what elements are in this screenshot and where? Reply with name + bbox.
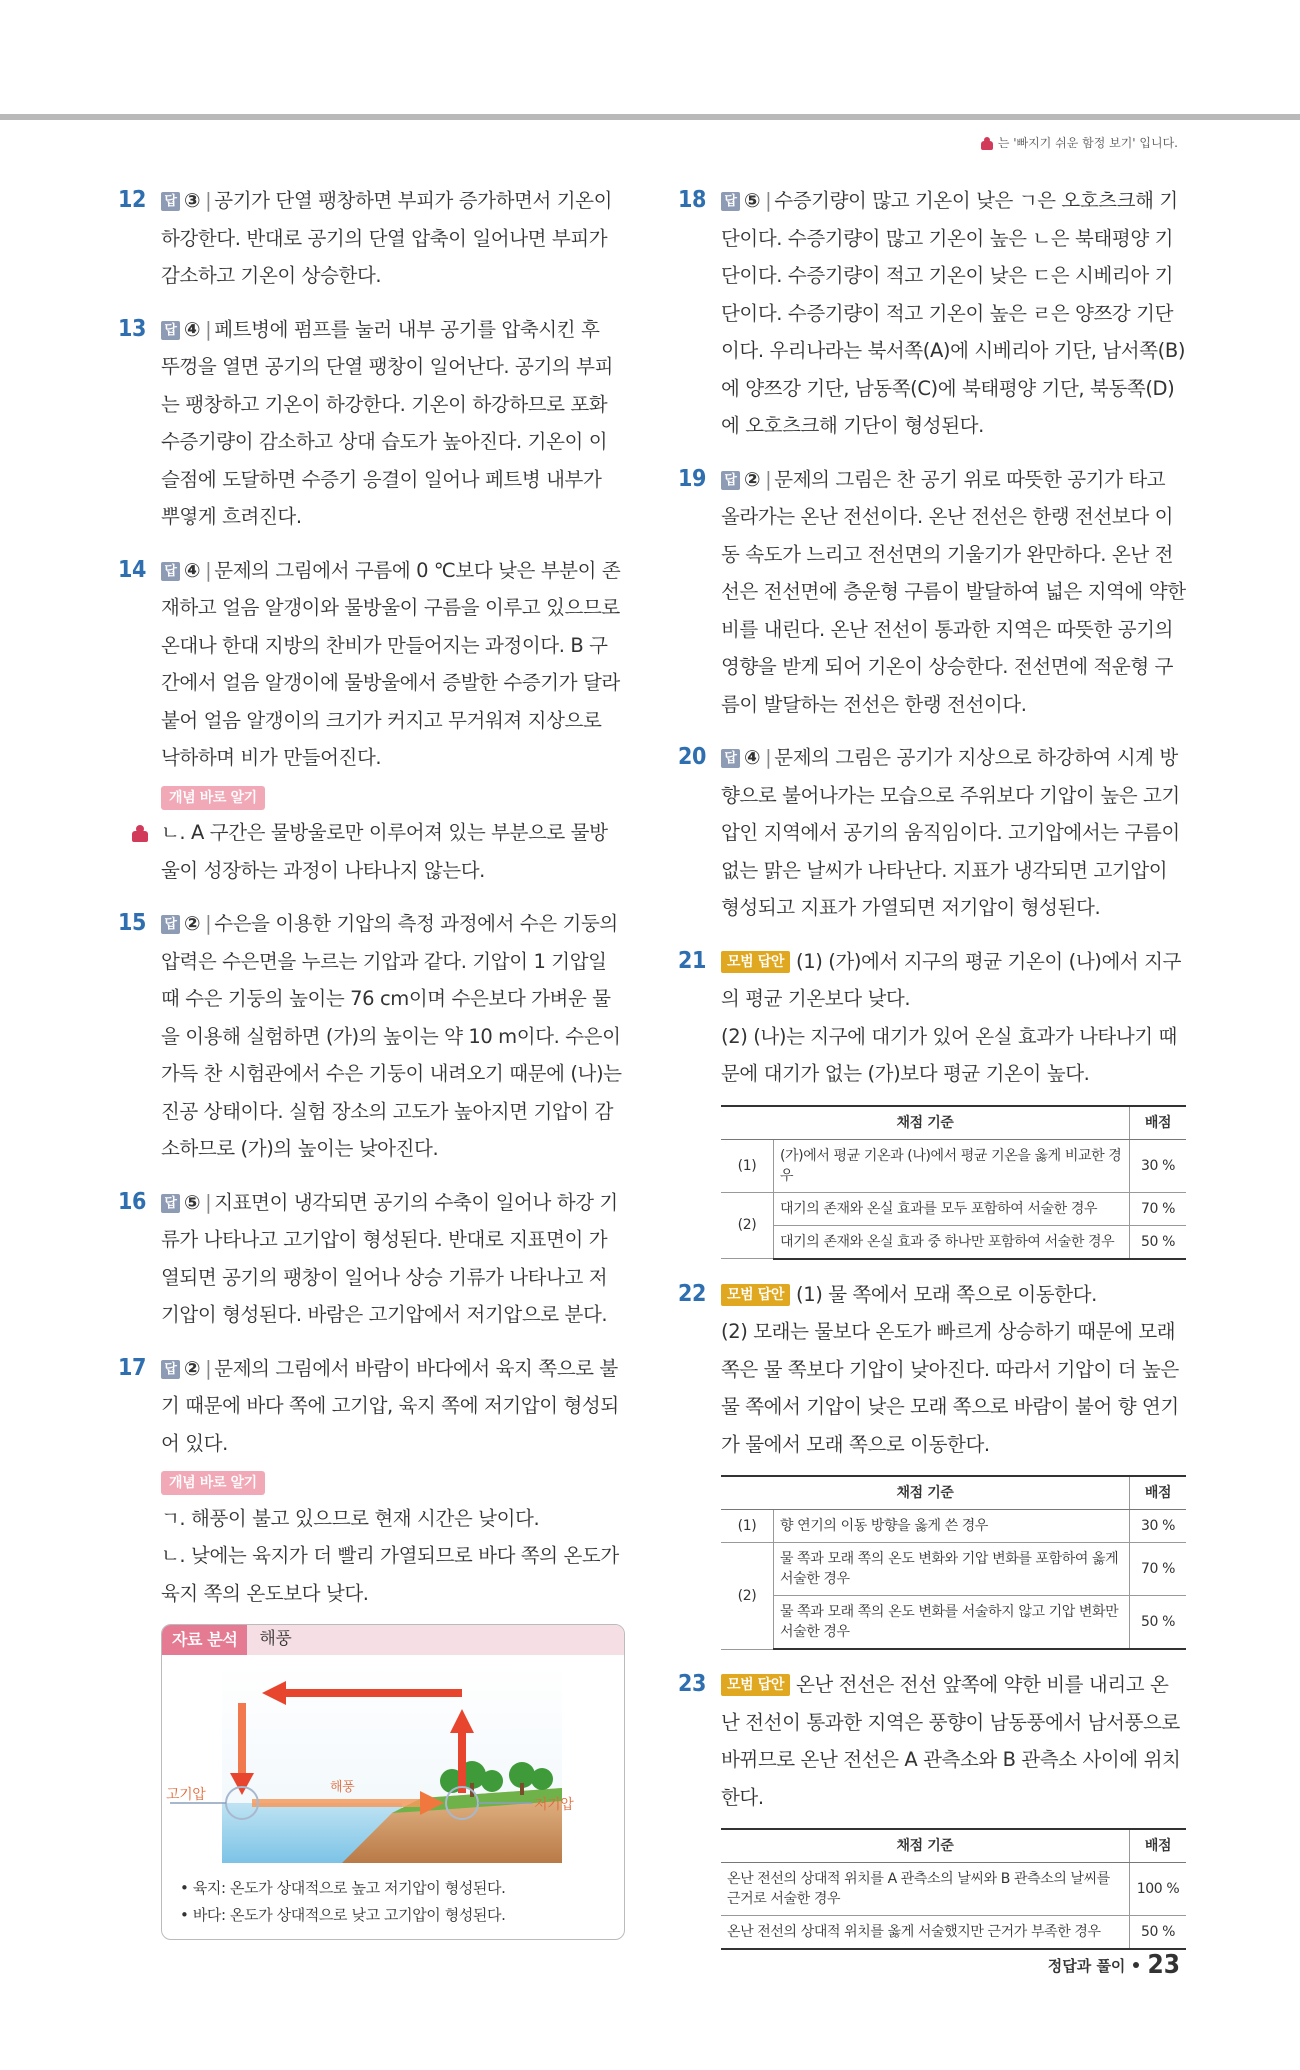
concept-tag: 개념 바로 알기 — [161, 786, 265, 810]
grading-criteria-header: 채점 기준 — [721, 1476, 1130, 1510]
table-row: (2) 대기의 존재와 온실 효과를 모두 포함하여 서술한 경우 70 % — [721, 1192, 1186, 1225]
concept-tag: 개념 바로 알기 — [161, 1471, 265, 1495]
explanation-text: 페트병에 펌프를 눌러 내부 공기를 압축시킨 후 뚜껑을 열면 공기의 단열 팽창이 일어난다. 공기의 부피는 팽창하고 기온이 하강한다. 기온이 하강하므로 포화 수증기량이 감소하고 상대 습도가 높아진다. 기온이 이슬점에 도달하면 수증기 응결이 일어나 페트병 내부가 뿌옇게 흐려진다. — [161, 317, 614, 528]
table-row: 온난 전선의 상대적 위치를 A 관측소의 날씨와 B 관측소의 날씨를 근거로 서술한 경우 100 % — [721, 1863, 1186, 1916]
model-answer-tag: 모범 답안 — [721, 1674, 790, 1696]
grading-score-header: 배점 — [1130, 1106, 1187, 1140]
concept-line-b: ㄴ. 낮에는 육지가 더 빨리 가열되므로 바다 쪽의 온도가 육지 쪽의 온도보다 낮다. — [161, 1544, 619, 1605]
answer-item-15: 15 답 ② | 수은을 이용한 기압의 측정 과정에서 수은 기둥의 압력은 수은면을 누르는 기압과 같다. 기압이 1 기압일 때 수은 기둥의 높이는 76 cm이며 수은보다 가벼운 물을 이용해 실험하면 (가)의 높이는 약 10 m이다. 수은이 가득 찬 시험관에서 수은 기둥이 내려오기 때문에 (나)는 진공 상태이다. 실험 장소의 고도가 높아지면 기압이 감소하므로 (가)의 높이는 낮아진다. — [118, 905, 623, 1168]
answer-mark: 답 — [721, 471, 740, 490]
explanation-text: 문제의 그림은 찬 공기 위로 따뜻한 공기가 타고 올라가는 온난 전선이다. 온난 전선은 한랭 전선보다 이동 속도가 느리고 전선면의 기울기가 완만하다. 온난 전선은 전선면에 층운형 구름이 발달하여 넓은 지역에 약한 비를 내린다. 온난 전선이 통과한 지역은 따뜻한 공기의 영향을 받게 되어 기온이 상승한다. 전선면에 적운형 구름이 발달하는 전선은 한랭 전선이다. — [721, 467, 1186, 716]
concept-line-a: ㄱ. 해풍이 불고 있으므로 현재 시간은 낮이다. — [161, 1506, 540, 1530]
answer-mark: 답 — [721, 192, 740, 211]
answer-item-17: 17 답 ② | 문제의 그림에서 바람이 바다에서 육지 쪽으로 불기 때문에 바다 쪽에 고기압, 육지 쪽에 저기압이 형성되어 있다. 개념 바로 알기 ㄱ. 해풍이 불고 있으므로 현재 시간은 낮이다. ㄴ. 낮에는 육지가 더 빨리 가열되므로 바다 쪽의 온도가 육지 쪽의 온도보다 낮다. 자료 분석 해풍 고기압 저기압 해풍 • 육지: 온도가 상대적으로 높고 저기압이 형성된다. • 바다: 온도가 상대적으로 낮고 고기압이 형성된다. — [118, 1350, 623, 1941]
answer-choice: ④ — [184, 317, 201, 341]
table-row: 물 쪽과 모래 쪽의 온도 변화를 서술하지 않고 기압 변화만 서술한 경우 50 % — [721, 1596, 1186, 1650]
grading-table — [721, 1105, 1186, 1260]
trap-icon — [980, 136, 994, 150]
answer-choice: ③ — [184, 189, 201, 212]
note-sea: • 바다: 온도가 상대적으로 낮고 고기압이 형성된다. — [180, 1906, 506, 1924]
data-analysis-header — [162, 1625, 624, 1655]
item-number: 22 — [678, 1280, 706, 1307]
footer-label: 정답과 풀이 — [1047, 1956, 1126, 1975]
trap-row — [161, 814, 623, 889]
table-row: (1) (가)에서 평균 기온과 (나)에서 평균 기온을 옳게 비교한 경우 30 % — [721, 1139, 1186, 1192]
item-number: 20 — [678, 744, 706, 770]
model-answer-tag: 모범 답안 — [721, 1284, 790, 1306]
grading-score-header: 배점 — [1130, 1829, 1187, 1863]
answer-item-16: 16 답 ⑤ | 지표면이 냉각되면 공기의 수축이 일어나 하강 기류가 나타나고 고기압이 형성된다. 반대로 지표면이 가열되면 공기의 팽창이 일어나 상승 기류가 나타나고 저기압이 형성된다. 바람은 고기압에서 저기압으로 분다. — [118, 1184, 623, 1334]
footer-dot — [1133, 1962, 1139, 1968]
model-answer-text: 온난 전선은 전선 앞쪽에 약한 비를 내리고 온난 전선이 통과한 지역은 풍향이 남동풍에서 남서풍으로 바뀌므로 온난 전선은 A 관측소와 B 관측소 사이에 위치한다. — [721, 1673, 1181, 1809]
grading-table — [721, 1828, 1186, 1950]
item-number: 17 — [118, 1354, 146, 1381]
grading-table — [721, 1475, 1186, 1650]
item-number: 19 — [678, 465, 706, 492]
answer-item-14: 14 답 ④ | 문제의 그림에서 구름에 0 ℃보다 낮은 부분이 존재하고 얼음 알갱이와 물방울이 구름을 이루고 있으므로 온대나 한대 지방의 찬비가 만들어지는 과정이다. B 구간에서 얼음 알갱이에 물방울에서 증발한 수증기가 달라붙어 얼음 알갱이의 크기가 커지고 무거워져 지상으로 낙하하며 비가 만들어진다. 개념 바로 알기 ㄴ. A 구간은 물방울로만 이루어져 있는 부분으로 물방울이 성장하는 과정이 나타나지 않는다. — [118, 552, 623, 890]
table-row: 온난 전선의 상대적 위치를 옳게 서술했지만 근거가 부족한 경우 50 % — [721, 1916, 1186, 1950]
explanation-text: 공기가 단열 팽창하면 부피가 증가하면서 기온이 하강한다. 반대로 공기의 단열 압축이 일어나면 부피가 감소하고 기온이 상승한다. — [161, 189, 613, 287]
item-number: 21 — [678, 947, 706, 974]
data-analysis-title: 해풍 — [259, 1629, 292, 1650]
data-analysis-notes — [162, 1873, 624, 1939]
explanation-text: 수은을 이용한 기압의 측정 과정에서 수은 기둥의 압력은 수은면을 누르는 기압과 같다. 기압이 1 기압일 때 수은 기둥의 높이는 76 cm이며 수은보다 가벼운 물을 이용해 실험하면 (가)의 높이는 약 10 m이다. 수은이 가득 찬 시험관에서 수은 기둥이 내려오기 때문에 (나)는 진공 상태이다. 실험 장소의 고도가 높아지면 기압이 감소하므로 (가)의 높이는 낮아진다. — [161, 912, 622, 1160]
answer-choice: ④ — [184, 558, 201, 582]
data-analysis-box — [161, 1624, 625, 1940]
sea-breeze-diagram — [162, 1663, 624, 1873]
label-low-pressure: 저기압 — [534, 1797, 574, 1813]
model-answer-tag: 모범 답안 — [721, 951, 790, 973]
label-high-pressure: 고기압 — [166, 1787, 206, 1803]
item-number: 16 — [118, 1188, 146, 1215]
answer-item-23 — [678, 1666, 1186, 1950]
trap-icon — [131, 824, 149, 842]
answer-item-18: 18 답 ⑤ | 수증기량이 많고 기온이 낮은 ㄱ은 오호츠크해 기단이다. 수증기량이 많고 기온이 높은 ㄴ은 북태평양 기단이다. 수증기량이 적고 기온이 낮은 ㄷ은 시베리아 기단이다. 수증기량이 적고 기온이 높은 ㄹ은 양쯔강 기단이다. 우리나라는 북서쪽(A)에 시베리아 기단, 남서쪽(B)에 양쯔강 기단, 남동쪽(C)에 북태평양 기단, 북동쪽(D)에 오호츠크해 기단이 형성된다. — [678, 182, 1186, 445]
item-number: 13 — [118, 315, 146, 342]
page-number: 23 — [1147, 1950, 1180, 1980]
trap-text: ㄴ. A 구간은 물방울로만 이루어져 있는 부분으로 물방울이 성장하는 과정이 나타나지 않는다. — [161, 821, 608, 882]
item-number: 12 — [118, 187, 146, 213]
answer-mark: 답 — [721, 749, 740, 768]
answer-choice: ② — [184, 1356, 201, 1380]
sea-breeze-illustration — [162, 1663, 622, 1873]
answer-mark: 답 — [161, 1194, 180, 1213]
item-number: 18 — [678, 187, 706, 213]
answer-item-12: 12 답 ③ | 공기가 단열 팽창하면 부피가 증가하면서 기온이 하강한다. 반대로 공기의 단열 압축이 일어나면 부피가 감소하고 기온이 상승한다. — [118, 182, 623, 295]
answer-choice: ⑤ — [184, 1190, 201, 1214]
explanation-text: 수증기량이 많고 기온이 낮은 ㄱ은 오호츠크해 기단이다. 수증기량이 많고 기온이 높은 ㄴ은 북태평양 기단이다. 수증기량이 적고 기온이 낮은 ㄷ은 시베리아 기단이다. 수증기량이 적고 기온이 높은 ㄹ은 양쯔강 기단이다. 우리나라는 북서쪽(A)에 시베리아 기단, 남서쪽(B)에 양쯔강 기단, 남동쪽(C)에 북태평양 기단, 북동쪽(D)에 오호츠크해 기단이 형성된다. — [721, 189, 1186, 437]
answer-item-20: 20 답 ④ | 문제의 그림은 공기가 지상으로 하강하여 시계 방향으로 불어나가는 모습으로 주위보다 기압이 높은 고기압인 지역에서 공기의 움직임이다. 고기압에서는 구름이 없는 맑은 날씨가 나타난다. 지표가 냉각되면 고기압이 형성되고 지표가 가열되면 저기압이 형성된다. — [678, 739, 1186, 927]
model-answer-part2: (2) (나)는 지구에 대기가 있어 온실 효과가 나타나기 때문에 대기가 없는 (가)보다 평균 기온이 높다. — [721, 1024, 1177, 1085]
table-row: 대기의 존재와 온실 효과 중 하나만 포함하여 서술한 경우 50 % — [721, 1225, 1186, 1259]
table-row: (2) 물 쪽과 모래 쪽의 온도 변화와 기압 변화를 포함하여 옳게 서술한 경우 70 % — [721, 1543, 1186, 1596]
table-row: (1) 향 연기의 이동 방향을 옳게 쓴 경우 30 % — [721, 1510, 1186, 1543]
answer-choice: ④ — [744, 746, 761, 769]
answer-item-13: 13 답 ④ | 페트병에 펌프를 눌러 내부 공기를 압축시킨 후 뚜껑을 열면 공기의 단열 팽창이 일어난다. 공기의 부피는 팽창하고 기온이 하강한다. 기온이 하강하므로 포화 수증기량이 감소하고 상대 습도가 높아진다. 기온이 이슬점에 도달하면 수증기 응결이 일어나 페트병 내부가 뿌옇게 흐려진다. — [118, 311, 623, 536]
answer-mark: 답 — [161, 192, 180, 211]
left-column — [118, 182, 623, 1956]
trap-legend — [980, 134, 1178, 151]
answer-choice: ⑤ — [744, 189, 761, 212]
explanation-text: 문제의 그림에서 구름에 0 ℃보다 낮은 부분이 존재하고 얼음 알갱이와 물방울이 구름을 이루고 있으므로 온대나 한대 지방의 찬비가 만들어지는 과정이다. B 구간에서 얼음 알갱이에 물방울에서 증발한 수증기가 달라붙어 얼음 알갱이의 크기가 커지고 무거워져 지상으로 낙하하며 비가 만들어진다. — [161, 558, 621, 769]
model-answer-part1: (1) 물 쪽에서 모래 쪽으로 이동한다. — [795, 1282, 1097, 1306]
item-number: 14 — [118, 556, 146, 583]
page-footer — [1048, 1950, 1180, 1980]
grading-criteria-header: 채점 기준 — [721, 1106, 1130, 1140]
explanation-text: 문제의 그림은 공기가 지상으로 하강하여 시계 방향으로 불어나가는 모습으로 주위보다 기압이 높은 고기압인 지역에서 공기의 움직임이다. 고기압에서는 구름이 없는 맑은 날씨가 나타난다. 지표가 냉각되면 고기압이 형성되고 지표가 가열되면 저기압이 형성된다. — [721, 746, 1180, 919]
trap-legend-text: 는 '빠지기 쉬운 함정 보기' 입니다. — [997, 136, 1178, 150]
answer-mark: 답 — [161, 915, 180, 934]
answer-choice: ② — [744, 467, 761, 491]
right-column — [678, 182, 1186, 1966]
answer-item-19: 19 답 ② | 문제의 그림은 찬 공기 위로 따뜻한 공기가 타고 올라가는 온난 전선이다. 온난 전선은 한랭 전선보다 이동 속도가 느리고 전선면의 기울기가 완만하다. 온난 전선은 전선면에 층운형 구름이 발달하여 넓은 지역에 약한 비를 내린다. 온난 전선이 통과한 지역은 따뜻한 공기의 영향을 받게 되어 기온이 상승한다. 전선면에 적운형 구름이 발달하는 전선은 한랭 전선이다. — [678, 461, 1186, 724]
answer-choice: ② — [184, 912, 201, 935]
model-answer-part2: (2) 모래는 물보다 온도가 빠르게 상승하기 때문에 모래 쪽은 물 쪽보다 기압이 낮아진다. 따라서 기압이 더 높은 물 쪽에서 기압이 낮은 모래 쪽으로 바람이 불어 향 연기가 물에서 모래 쪽으로 이동한다. — [721, 1320, 1179, 1456]
explanation-text: 문제의 그림에서 바람이 바다에서 육지 쪽으로 불기 때문에 바다 쪽에 고기압, 육지 쪽에 저기압이 형성되어 있다. — [161, 1356, 619, 1455]
grading-score-header: 배점 — [1130, 1476, 1187, 1510]
item-number: 15 — [118, 910, 146, 936]
top-divider-bar — [0, 114, 1300, 120]
answer-item-22 — [678, 1276, 1186, 1651]
label-sea-breeze: 해풍 — [330, 1780, 355, 1795]
item-number: 23 — [678, 1671, 706, 1697]
answer-mark: 답 — [161, 321, 180, 340]
model-answer-part1: (1) (가)에서 지구의 평균 기온이 (나)에서 지구의 평균 기온보다 낮다. — [721, 949, 1182, 1010]
answer-mark: 답 — [161, 562, 180, 581]
note-land: • 육지: 온도가 상대적으로 높고 저기압이 형성된다. — [180, 1879, 506, 1897]
data-analysis-tag: 자료 분석 — [162, 1625, 247, 1655]
answer-item-21 — [678, 943, 1186, 1260]
explanation-text: 지표면이 냉각되면 공기의 수축이 일어나 하강 기류가 나타나고 고기압이 형성된다. 반대로 지표면이 가열되면 공기의 팽창이 일어나 상승 기류가 나타나고 저기압이 형성된다. 바람은 고기압에서 저기압으로 분다. — [161, 1190, 618, 1326]
grading-criteria-header: 채점 기준 — [721, 1829, 1130, 1863]
answer-mark: 답 — [161, 1360, 180, 1379]
